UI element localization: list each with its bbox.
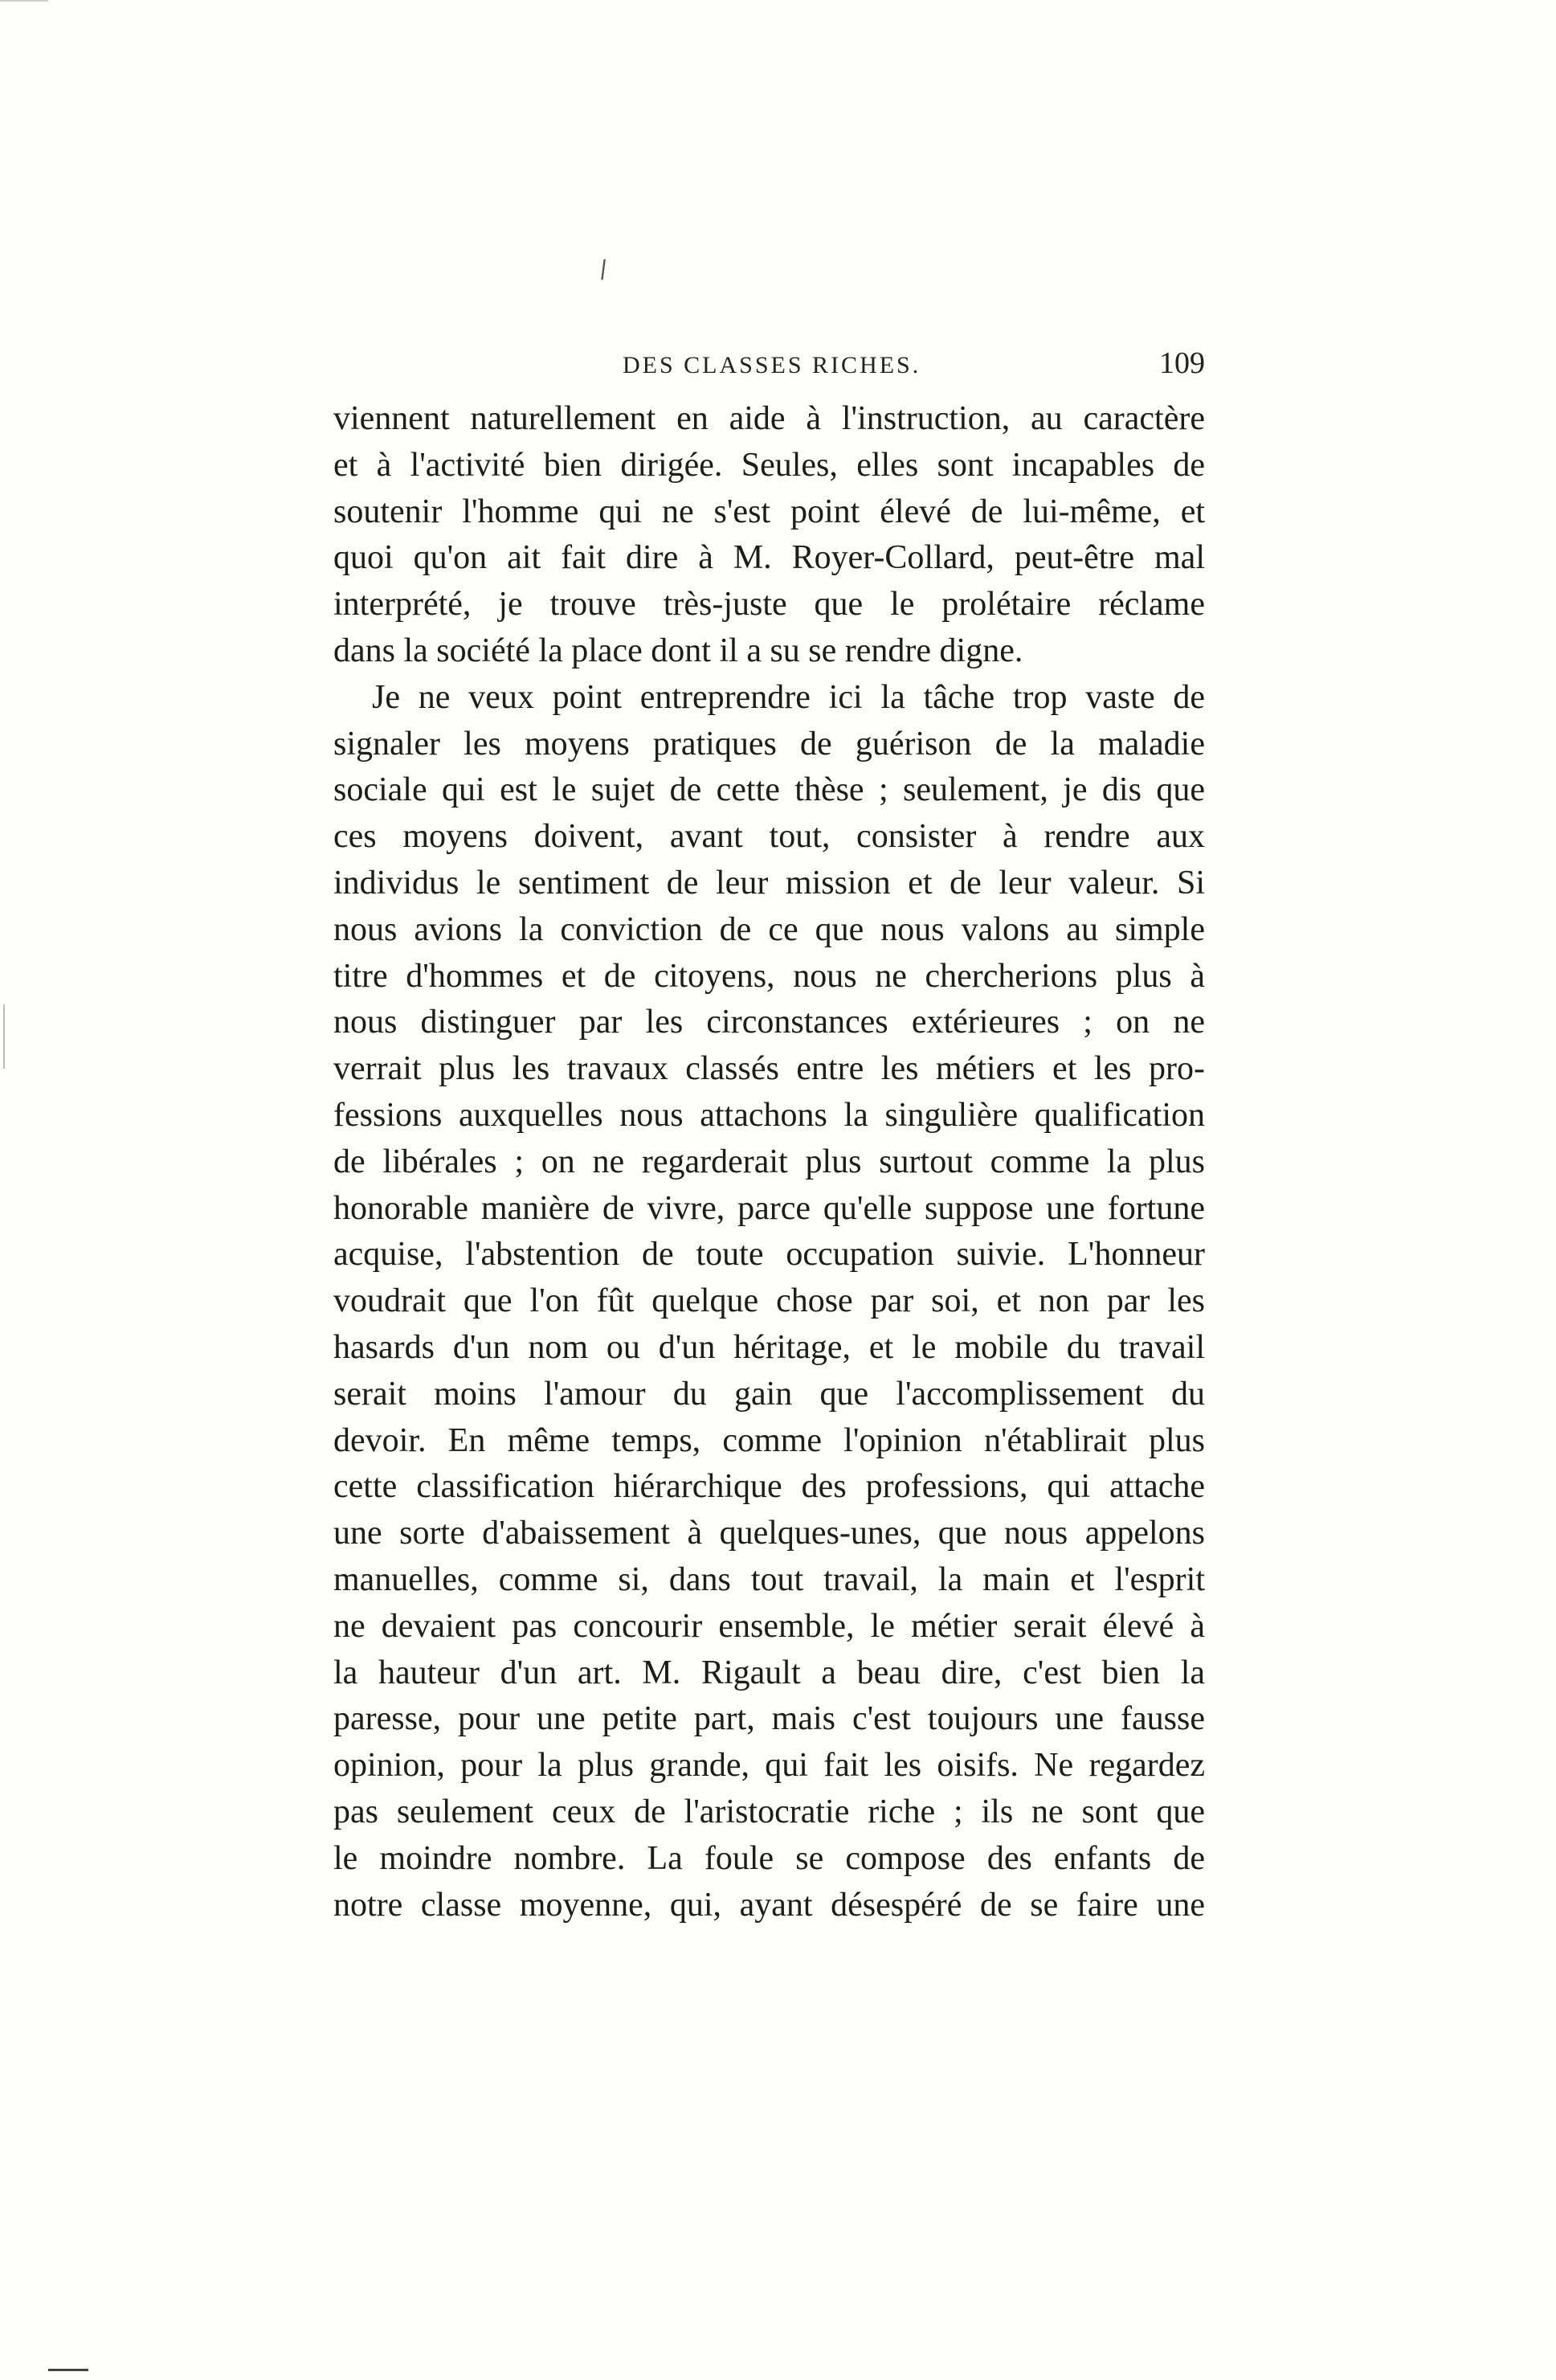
text-line: de libérales ; on ne regarderait plus surtout comme la plus (333, 1143, 1205, 1180)
text-line: interprété, je trouve très-juste que le prolétaire réclame (333, 586, 1205, 624)
page-number: 109 (1159, 346, 1205, 380)
text-line: pas seulement ceux de l'aristocratie riche ; ils ne sont que (333, 1793, 1205, 1830)
margin-rule-mark (3, 1004, 5, 1069)
text-line: quoi qu'on ait fait dire à M. Royer-Collard, peut-être mal (333, 539, 1205, 577)
pencil-tick-mark: / (597, 255, 611, 284)
scan-corner-mark (48, 2369, 88, 2371)
text-line: individus le sentiment de leur mission et de leur valeur. Si (333, 864, 1205, 902)
text-line: verrait plus les travaux classés entre les métiers et les pro- (333, 1050, 1205, 1088)
page-header (333, 346, 1205, 386)
text-line: nous distinguer par les circonstances extérieures ; on ne (333, 1004, 1205, 1041)
text-line: cette classification hiérarchique des professions, qui attache (333, 1468, 1205, 1506)
text-line: nous avions la conviction de ce que nous valons au simple (333, 910, 1205, 948)
text-line: devoir. En même temps, comme l'opinion n'établirait plus (333, 1421, 1205, 1459)
text-line-paragraph-start: Je ne veux point entreprendre ici la tâche trop vaste de (372, 678, 1205, 716)
text-line: ne devaient pas concourir ensemble, le métier serait élevé à (333, 1607, 1205, 1645)
text-line: soutenir l'homme qui ne s'est point élevé de lui-même, et (333, 493, 1205, 530)
text-line: une sorte d'abaissement à quelques-unes, que nous appelons (333, 1515, 1205, 1552)
text-line: manuelles, comme si, dans tout travail, la main et l'esprit (333, 1560, 1205, 1598)
text-line: hasards d'un nom ou d'un héritage, et le mobile du travail (333, 1328, 1205, 1366)
text-line: viennent naturellement en aide à l'instruction, au caractère (333, 400, 1205, 437)
text-line: acquise, l'abstention de toute occupation suivie. L'honneur (333, 1236, 1205, 1274)
text-line: paresse, pour une petite part, mais c'est toujours une fausse (333, 1700, 1205, 1738)
text-line: opinion, pour la plus grande, qui fait les oisifs. Ne regardez (333, 1747, 1205, 1785)
text-line: sociale qui est le sujet de cette thèse ; seulement, je dis que (333, 771, 1205, 809)
text-line: serait moins l'amour du gain que l'accomplissement du (333, 1375, 1205, 1413)
text-line: ces moyens doivent, avant tout, consister à rendre aux (333, 818, 1205, 856)
text-line: le moindre nombre. La foule se compose des enfants de (333, 1839, 1205, 1877)
text-line: honorable manière de vivre, parce qu'elle suppose une fortune (333, 1189, 1205, 1227)
text-line: fessions auxquelles nous attachons la singulière qualification (333, 1096, 1205, 1134)
running-head: DES CLASSES RICHES. (623, 352, 921, 378)
body-text (333, 396, 1205, 1928)
text-line: voudrait que l'on fût quelque chose par soi, et non par les (333, 1282, 1205, 1320)
text-line: dans la société la place dont il a su se rendre digne. (333, 632, 1023, 669)
text-line: et à l'activité bien dirigée. Seules, elles sont incapables de (333, 446, 1205, 484)
text-line: signaler les moyens pratiques de guérison de la maladie (333, 725, 1205, 763)
text-line: notre classe moyenne, qui, ayant désespéré de se faire une (333, 1886, 1205, 1924)
text-line: la hauteur d'un art. M. Rigault a beau dire, c'est bien la (333, 1654, 1205, 1691)
text-line: titre d'hommes et de citoyens, nous ne chercherions plus à (333, 957, 1205, 995)
scan-edge-mark (0, 0, 48, 2)
